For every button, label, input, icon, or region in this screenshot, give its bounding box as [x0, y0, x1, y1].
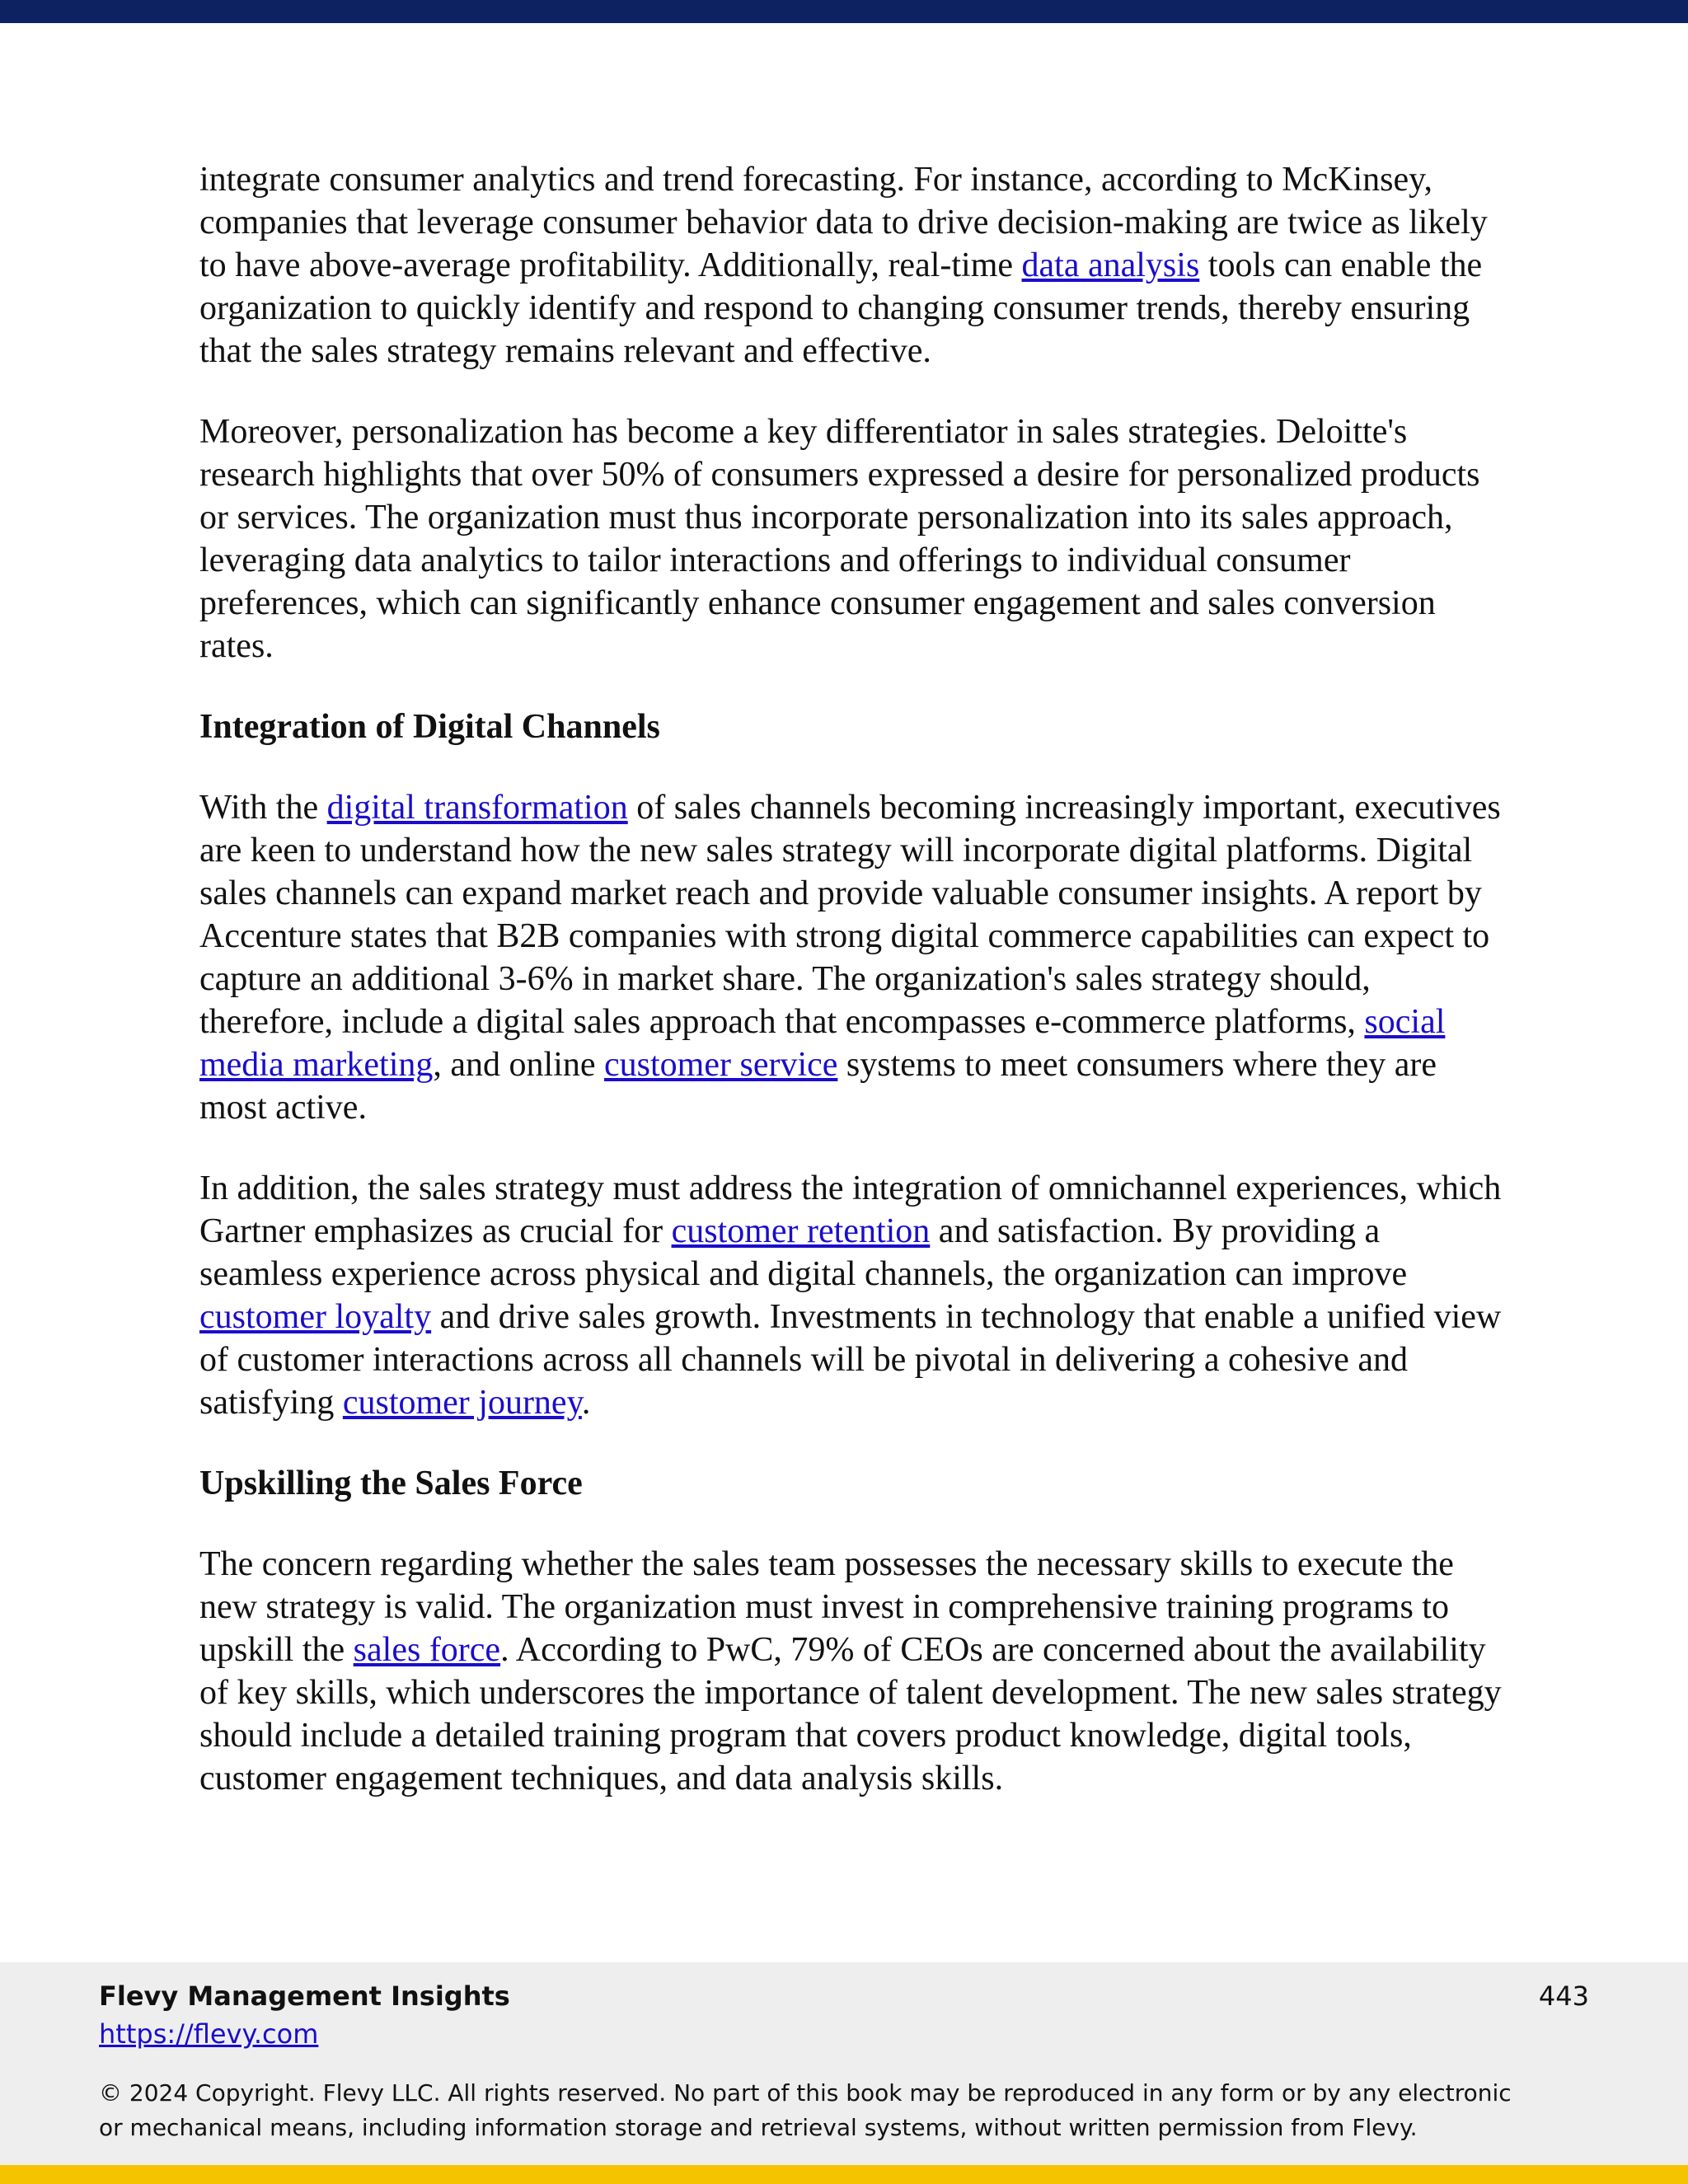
footer-website-link[interactable]: https://flevy.com: [99, 2018, 319, 2050]
paragraph-personalization: Moreover, personalization has become a key differentiator in sales strategies. Deloitte's research highlights that over 50% of consumers expressed a desire for personalized products or services. The organization must thus incorporate personalization into its sales approach, leveraging data analytics to tailor interactions and offerings to individual consumer preferences, which can significantly enhance consumer engagement and sales conversion rates.: [199, 413, 1480, 665]
page-number: 443: [1538, 1980, 1589, 2012]
paragraph-omnichannel: In addition, the sales strategy must address the integration of omnichannel experiences, which Gartner emphasizes as crucial for customer retention and satisfaction. By providing a seamless experience across physical and digital channels, the organization can improve customer loyalty and drive sales growth. Investments in technology that enable a unified view of customer interactions across all channels will be pivotal in delivering a cohesive and satisfying customer journey.: [199, 1169, 1502, 1422]
link-social-media-marketing[interactable]: social media marketing: [199, 1003, 1446, 1084]
link-data-analysis[interactable]: data analysis: [1021, 246, 1200, 284]
link-customer-loyalty[interactable]: customer loyalty: [199, 1298, 432, 1336]
paragraph-upskilling: The concern regarding whether the sales team possesses the necessary skills to execute the new strategy is valid. The organization must invest in comprehensive training programs to upskill the sales force. According to PwC, 79% of CEOs are concerned about the availability of key skills, which underscores the importance of talent development. The new sales strategy should include a detailed training program that covers product knowledge, digital tools, customer engagement techniques, and data analysis skills.: [199, 1545, 1502, 1797]
footer-publisher-title: Flevy Management Insights: [99, 1980, 510, 2012]
heading-upskilling-sales-force: Upskilling the Sales Force: [199, 1465, 583, 1502]
heading-integration-digital-channels: Integration of Digital Channels: [199, 708, 660, 746]
link-customer-journey[interactable]: customer journey: [342, 1384, 582, 1422]
copyright-notice: © 2024 Copyright. Flevy LLC. All rights reserved. No part of this book may be reproduced in any form or by any electronic or mechanical means, including information storage and retrieval systems, without written permission from Flevy.: [99, 2079, 1512, 2141]
paragraph-digital-channels: With the digital transformation of sales channels becoming increasingly important, executives are keen to understand how the new sales strategy will incorporate digital platforms. Digital sales channels can expand market reach and provide valuable consumer insights. A report by Accenture states that B2B companies with strong digital commerce capabilities can expect to capture an additional 3-6% in market share. The organization's sales strategy should, therefore, include a digital sales approach that encompasses e-commerce platforms, social media marketing, and online customer service systems to meet consumers where they are most active.: [199, 789, 1501, 1127]
link-digital-transformation[interactable]: digital transformation: [326, 789, 628, 827]
document-body: [199, 158, 1502, 1838]
link-customer-retention[interactable]: customer retention: [671, 1212, 931, 1250]
paragraph-consumer-analytics: integrate consumer analytics and trend forecasting. For instance, according to McKinsey, companies that leverage consumer behavior data to drive decision-making are twice as likely to have above-average profitability. Additionally, real-time data analysis tools can enable the organization to quickly identify and respond to changing consumer trends, thereby ensuring that the sales strategy remains relevant and effective.: [199, 161, 1488, 370]
link-customer-service[interactable]: customer service: [604, 1046, 838, 1084]
bottom-color-bar: [0, 2165, 1688, 2184]
link-sales-force[interactable]: sales force: [353, 1631, 501, 1669]
page-footer: [0, 1962, 1688, 2165]
top-color-bar: [0, 0, 1688, 23]
